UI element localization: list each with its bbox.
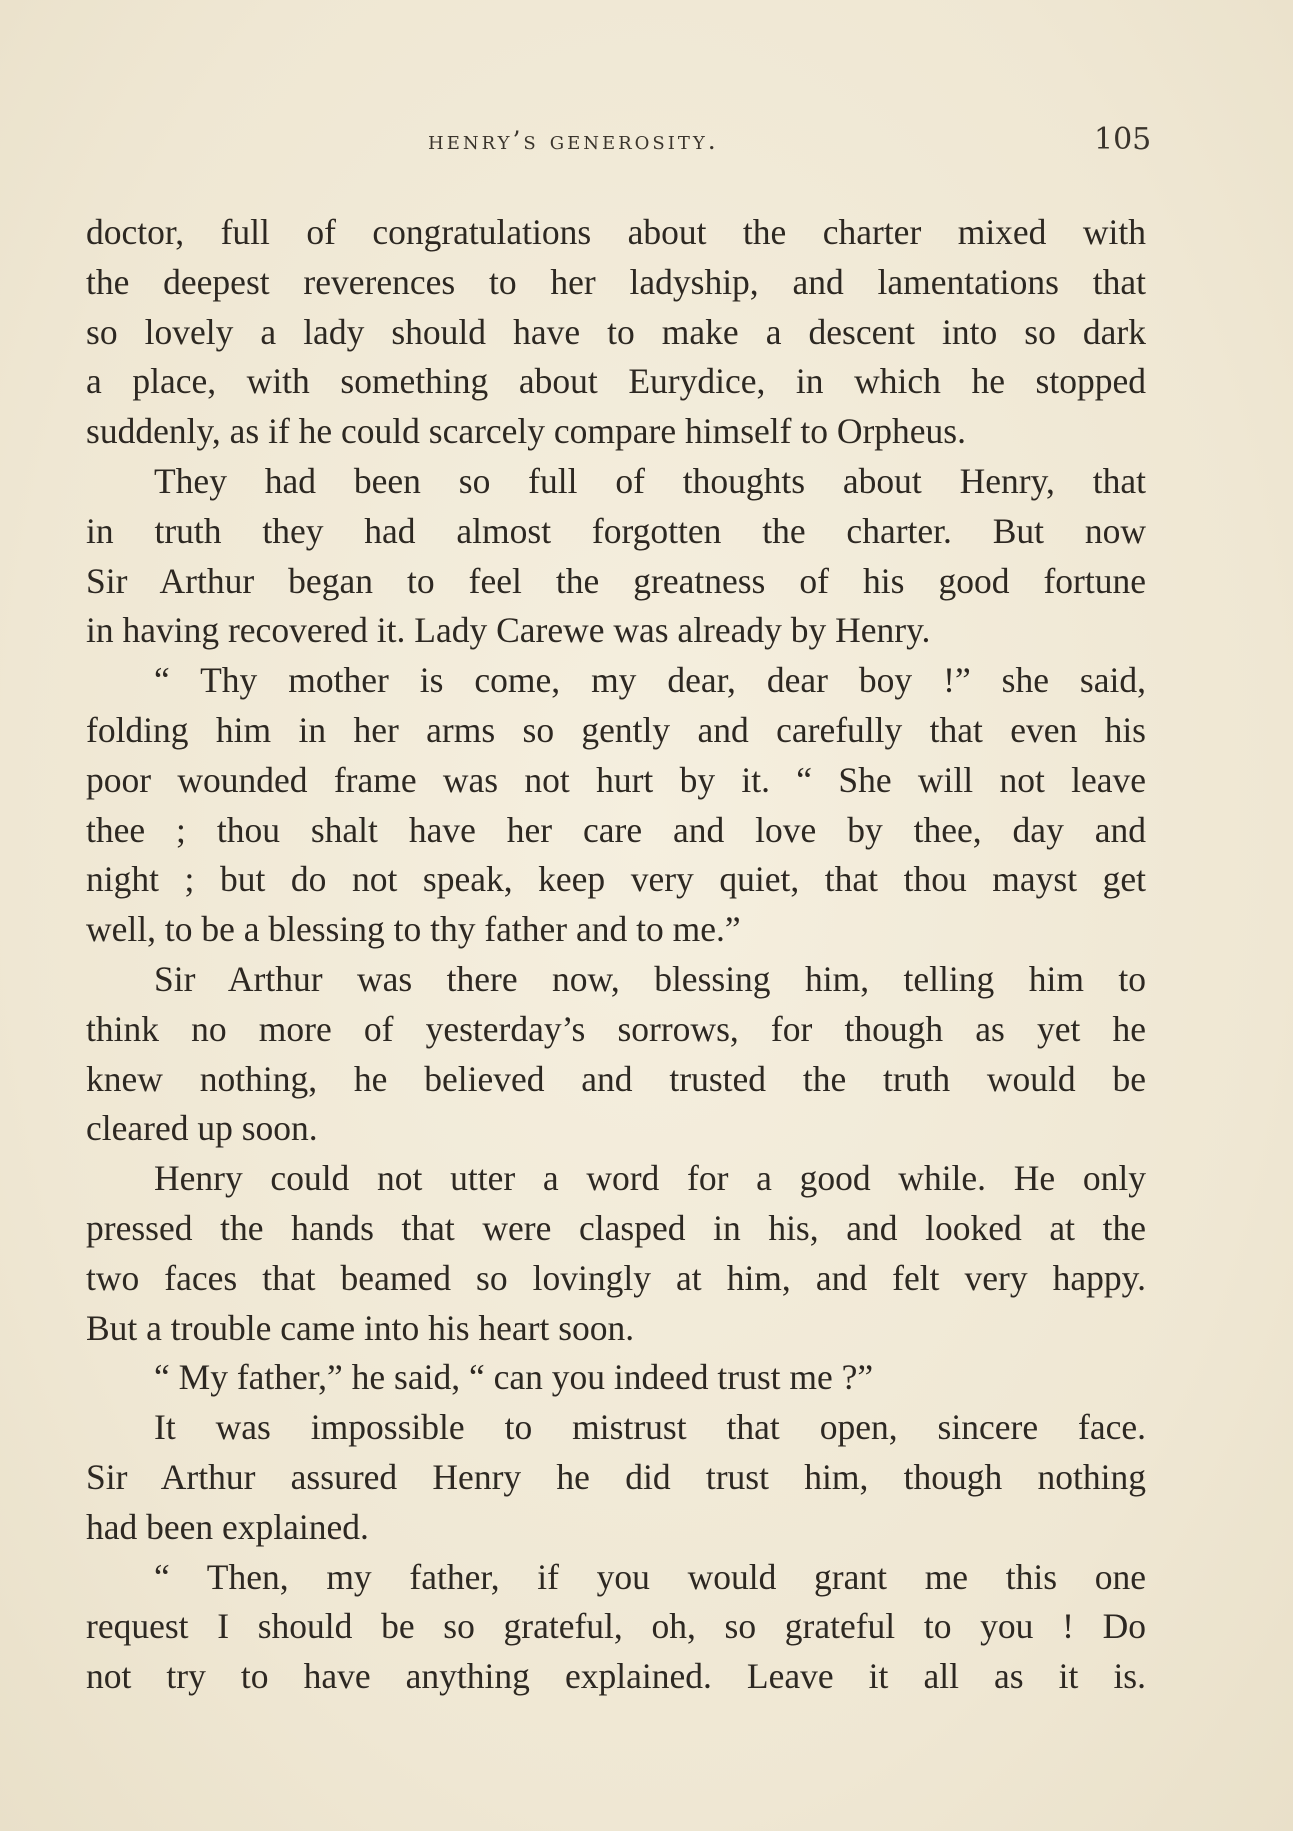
text-line: Sir Arthur assured Henry he did trust him, though nothing — [86, 1456, 1146, 1497]
text-line: knew nothing, he believed and trusted the truth would be — [86, 1058, 1146, 1099]
text-line: Sir Arthur was there now, blessing him, telling him to — [154, 958, 1146, 999]
text-line: suddenly, as if he could scarcely compare himself to Orpheus. — [86, 411, 966, 452]
text-line: cleared up soon. — [86, 1108, 318, 1149]
text-line: in truth they had almost forgotten the charter. But now — [86, 510, 1146, 551]
text-line: folding him in her arms so gently and carefully that even his — [86, 709, 1146, 750]
text-line: so lovely a lady should have to make a descent into so dark — [86, 311, 1146, 352]
page-number: 105 — [1094, 122, 1152, 157]
text-line: well, to be a blessing to thy father and to me.” — [86, 909, 741, 950]
text-line: They had been so full of thoughts about Henry, that — [154, 460, 1146, 501]
text-line: night ; but do not speak, keep very quiet, that thou mayst get — [86, 859, 1146, 900]
text-line: think no more of yesterday’s sorrows, for though as yet he — [86, 1008, 1146, 1049]
text-line: a place, with something about Eurydice, in which he stopped — [86, 361, 1146, 402]
text-line: two faces that beamed so lovingly at him, and felt very happy. — [86, 1257, 1146, 1298]
text-line: Sir Arthur began to feel the greatness of his good fortune — [86, 560, 1146, 601]
text-line: request I should be so grateful, oh, so grateful to you ! Do — [86, 1606, 1146, 1647]
text-line: not try to have anything explained. Leave it all as it is. — [86, 1656, 1146, 1697]
text-line: “ My father,” he said, “ can you indeed trust me ?” — [154, 1357, 874, 1398]
text-line: had been explained. — [86, 1506, 369, 1547]
text-line: “ Then, my father, if you would grant me this one — [154, 1556, 1146, 1597]
text-line: poor wounded frame was not hurt by it. “ She will not leave — [86, 759, 1146, 800]
text-line: doctor, full of congratulations about the charter mixed with — [86, 212, 1146, 252]
text-line: It was impossible to mistrust that open, sincere face. — [154, 1407, 1146, 1448]
text-line: in having recovered it. Lady Carewe was already by Henry. — [86, 610, 931, 651]
text-line: the deepest reverences to her ladyship, and lamentations that — [86, 261, 1146, 302]
text-line: pressed the hands that were clasped in his, and looked at the — [86, 1207, 1146, 1248]
text-line: But a trouble came into his heart soon. — [86, 1307, 635, 1348]
text-line: thee ; thou shalt have her care and love by thee, day and — [86, 809, 1146, 850]
running-head — [0, 122, 1293, 166]
text-line: Henry could not utter a word for a good while. He only — [154, 1158, 1146, 1199]
running-title: henry’s generosity. — [428, 126, 719, 155]
text-line: “ Thy mother is come, my dear, dear boy !” she said, — [154, 660, 1146, 701]
body-text — [86, 208, 1146, 1702]
